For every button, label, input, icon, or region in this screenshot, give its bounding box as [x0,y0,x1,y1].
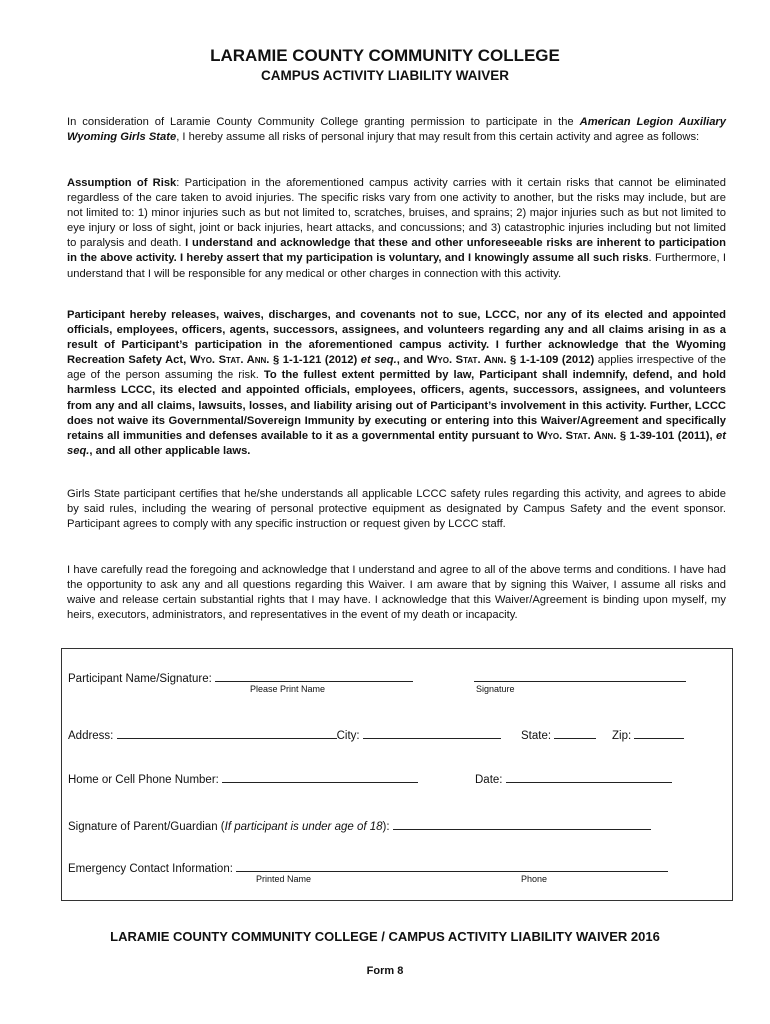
assumption-of-risk-paragraph [67,176,726,282]
release-text-6: To the fullest extent permitted by law, Participant shall indemnify, defend, and hold harmless LCCC, its elected and appointed officials, employees, officers, agents, successors, assignees, and volunteers from any and all claims, lawsuits, losses, and liability arising out of Participant’s involvement in this activity. Further, LCCC does not waive its Governmental/Sovereign Immunity by executing or entering into this Waiver/Agreement and specifically retains all immunities and defenses available to it as a governmental entity pursuant to [67,369,727,442]
participant-name-field[interactable] [215,669,413,682]
participant-row [68,669,413,685]
date-field[interactable] [506,770,672,783]
release-text-3: , and [396,354,427,367]
emergency-contact-field[interactable] [236,859,668,872]
zip-label: Zip: [612,730,632,742]
state-field[interactable] [554,726,596,739]
et-seq-2: et seq. [67,429,726,457]
printed-name-hint: Printed Name [256,874,312,884]
emergency-row [68,859,668,875]
release-text-2: § 1-1-121 (2012) [269,354,361,367]
intro-paragraph [67,115,726,145]
signature-row [474,669,686,685]
guardian-row [68,817,651,833]
date-label: Date: [475,774,503,786]
risk-heading: Assumption of Risk [67,177,177,189]
risk-text-2: . Furthermore, I understand that I will be responsible for any medical or other charges in connection with this activity. [67,252,726,280]
intro-text-2: , I hereby assume all risks of personal injury that may result from this certain activity and agree as follows: [176,131,700,144]
guardian-label: Signature of Parent/Guardian ( [68,821,225,833]
release-paragraph [67,308,726,459]
document-title: LARAMIE COUNTY COMMUNITY COLLEGE [210,46,560,65]
guardian-signature-field[interactable] [393,817,651,830]
address-field[interactable] [117,726,337,739]
phone-hint: Phone [521,874,548,884]
state-label: State: [521,730,552,742]
zip-row [612,726,684,742]
release-text-8: , and all other applicable laws. [89,444,251,457]
address-row [68,726,501,742]
participant-form [61,648,733,901]
statute-ref-3: Wyo. Stat. Ann. [536,429,617,442]
guardian-label-end: ): [382,821,390,833]
risk-acknowledgement: I understand and acknowledge that these and other unforeseeable risks are inherent to participation in the above activity. I hereby assert that my participation is voluntary, and I knowingly assume all such risks [67,237,726,265]
phone-label: Home or Cell Phone Number: [68,774,219,786]
emergency-label: Emergency Contact Information: [68,863,233,875]
form-number: Form 8 [366,965,404,977]
release-text-5: applies irrespective of the age of the person assuming the risk. [67,354,727,382]
program-name: American Legion Auxiliary Wyoming Girls State [67,116,726,144]
signature-hint: Signature [476,684,515,694]
acknowledgement-paragraph: I have carefully read the foregoing and acknowledge that I understand and agree to all of the above terms and conditions. I have had the opportunity to ask any and all questions regarding this Waiver. I am aware that by signing this Waiver, I assume all risks and waive and release certain substantial rights that I may have. I acknowledge that this Waiver/Agreement is binding upon myself, my heirs, executors, administrators, and representatives in the event of my death or incapacity. [67,564,726,622]
participant-label: Participant Name/Signature: [68,673,212,685]
release-text-4: § 1-1-109 (2012) [506,354,595,367]
address-label: Address: [68,730,114,742]
document-subtitle: CAMPUS ACTIVITY LIABILITY WAIVER [260,68,510,83]
statute-ref-1: Wyo. Stat. Ann. [189,354,270,367]
et-seq-1: et seq. [360,354,397,367]
footer-title: LARAMIE COUNTY COMMUNITY COLLEGE / CAMPUS ACTIVITY LIABILITY WAIVER 2016 [110,929,660,944]
release-text-7: § 1-39-101 (2011), [616,429,717,442]
city-field[interactable] [363,726,501,739]
release-text-1: Participant hereby releases, waives, discharges, and covenants not to sue, LCCC, nor any of its elected and appointed officials, employees, officers, agents, successors, assignees, and volunteers regarding any and all claims arising in as a result of Participant’s participation in the aforementioned campus activity. I further acknowledge that the Wyoming Recreation Safety Act, [67,309,726,367]
city-label: City: [336,730,360,742]
print-name-hint: Please Print Name [250,684,326,694]
intro-text-1: In consideration of Laramie County Community College granting permission to participate in the [67,116,580,128]
phone-row [68,770,418,786]
date-row [475,770,672,786]
participant-signature-field[interactable] [474,669,686,682]
risk-text-1: : Participation in the aforementioned campus activity carries with it certain risks that cannot be eliminated regardless of the care taken to avoid injuries. The specific risks vary from one activity to another, but the risks may include, but are not limited to: 1) minor injuries such as but not limited to, scratches, bruises, and sprains; 2) major injuries such as but not limited to eye injury or loss of sight, joint or back injuries, heart attacks, and concussions; and 3) catastrophic injuries including but not limited to paralysis and death. [67,177,726,250]
statute-ref-2: Wyo. Stat. Ann. [426,354,507,367]
zip-field[interactable] [634,726,684,739]
state-row [521,726,596,742]
phone-field[interactable] [222,770,418,783]
safety-rules-paragraph: Girls State participant certifies that he/she understands all applicable LCCC safety rules regarding this activity, and agrees to abide by said rules, including the wearing of personal protective equipment as designated by Campus Safety and the event sponsor. Participant agrees to comply with any specific instruction or request given by LCCC staff. [67,488,726,531]
guardian-note: If participant is under age of 18 [224,821,383,833]
